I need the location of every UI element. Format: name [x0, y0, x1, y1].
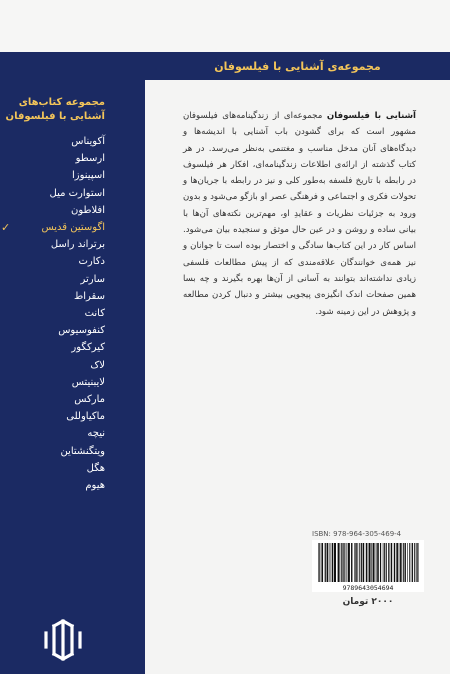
philosopher-name: ویتگنشتاین	[60, 445, 105, 457]
barcode-bar	[380, 543, 381, 582]
philosopher-name: ارسطو	[75, 153, 105, 165]
barcode-bar	[344, 543, 345, 582]
philosopher-list-item	[5, 253, 105, 270]
barcode-bar	[357, 543, 358, 582]
philosopher-list-item	[5, 322, 105, 339]
philosopher-list-item	[5, 339, 105, 356]
philosopher-name: کنفوسیوس	[58, 325, 105, 337]
barcode-bar	[400, 543, 402, 582]
philosopher-name: ماکیاوللی	[66, 411, 105, 423]
barcode-bar	[351, 543, 352, 582]
philosopher-list-item	[5, 185, 105, 202]
barcode-bar	[361, 543, 362, 582]
isbn-label: ISBN: 978-964-305-469-4	[312, 530, 402, 538]
publisher-logo-icon	[40, 617, 86, 663]
barcode-bar	[342, 543, 343, 582]
philosopher-list-item	[5, 236, 105, 253]
philosopher-list-item	[5, 167, 105, 184]
barcode-bar	[377, 543, 379, 582]
philosopher-list-item	[5, 288, 105, 305]
barcode-bar	[338, 543, 340, 582]
barcode-bar	[391, 543, 392, 582]
barcode-bar	[383, 543, 384, 582]
barcode-bar	[369, 543, 371, 582]
barcode-bar	[366, 543, 368, 582]
barcode-bar	[407, 543, 408, 582]
philosopher-list	[1, 133, 105, 494]
barcode-bar	[399, 543, 400, 582]
top-band	[0, 0, 450, 52]
philosopher-name: لاک	[90, 359, 105, 371]
barcode-bar	[417, 543, 418, 582]
philosopher-name: دکارت	[78, 256, 105, 268]
series-title: مجموعه‌ی آشنایی با فیلسوفان	[214, 59, 381, 73]
barcode-bar	[388, 543, 389, 582]
barcode-bar	[329, 543, 330, 582]
barcode-bar	[390, 543, 391, 582]
philosopher-name: کانت	[84, 308, 105, 320]
sidebar-content	[1, 96, 105, 494]
barcode-bar	[341, 543, 342, 582]
philosopher-list-item	[5, 408, 105, 425]
philosopher-name: آکویناس	[71, 136, 105, 147]
barcode-bar	[412, 543, 413, 582]
barcode-bar	[363, 543, 365, 582]
philosopher-list-item	[5, 271, 105, 288]
philosopher-name: هیوم	[85, 480, 105, 492]
barcode-bar	[384, 543, 385, 582]
barcode-bar	[334, 543, 336, 582]
sidebar-heading-line-1: مجموعه کتاب‌های	[18, 97, 105, 108]
barcode-bar	[331, 543, 332, 582]
barcode-bar	[416, 543, 417, 582]
philosopher-name: افلاطون	[71, 204, 105, 216]
sidebar-heading-line-2: آشنایی با فیلسوفان	[5, 111, 105, 122]
philosopher-list-item	[5, 425, 105, 442]
philosopher-list-item	[5, 391, 105, 408]
barcode-bar	[405, 543, 406, 582]
description-lead: آشنایی با فیلسوفان	[326, 111, 416, 121]
barcode-bar	[414, 543, 415, 582]
checkmark-icon: ✓	[1, 221, 11, 235]
series-sidebar	[0, 52, 145, 674]
barcode-bar	[319, 543, 320, 582]
barcode-bar	[321, 543, 323, 582]
philosopher-list-item	[5, 477, 105, 494]
barcode-bar	[411, 543, 412, 582]
series-title-bar	[145, 52, 450, 80]
barcode-bar	[396, 543, 398, 582]
philosopher-list-item	[5, 357, 105, 374]
philosopher-list-item	[5, 202, 105, 219]
barcode-bar	[347, 543, 348, 582]
barcode-bar	[327, 543, 329, 582]
philosopher-name: سارتر	[80, 273, 105, 285]
philosopher-name: کیرکگور	[71, 342, 105, 354]
philosopher-name: اگوستین قدیس	[41, 222, 105, 234]
description-paragraph	[183, 108, 416, 320]
philosopher-list-item	[5, 460, 105, 477]
philosopher-list-item	[5, 443, 105, 460]
philosopher-name: نیچه	[87, 428, 105, 440]
barcode-bar	[394, 543, 395, 582]
philosopher-name: مارکس	[74, 394, 105, 406]
barcode-bar	[325, 543, 326, 582]
barcode	[312, 540, 424, 592]
philosopher-list-item	[5, 150, 105, 167]
philosopher-name: استوارت میل	[49, 187, 105, 199]
philosopher-list-item	[5, 374, 105, 391]
price-label: ۲۰۰۰ تومان	[342, 597, 394, 607]
barcode-bar	[373, 543, 375, 582]
barcode-bar	[403, 543, 404, 582]
philosopher-list-item	[5, 133, 105, 150]
sidebar-heading	[5, 96, 105, 124]
philosopher-name: سقراط	[74, 290, 105, 302]
philosopher-name: لایبنیتس	[71, 376, 105, 388]
barcode-bar	[359, 543, 360, 582]
barcode-bar	[332, 543, 333, 582]
philosopher-name: برتراند راسل	[50, 239, 105, 251]
philosopher-name: اسپینوزا	[72, 170, 105, 182]
barcode-bar	[371, 543, 372, 582]
philosopher-list-item	[1, 219, 105, 236]
philosopher-list-item	[5, 305, 105, 322]
description-text: مجموعه‌ای از زندگینامه‌های فیلسوفان مشهور است که برای گشودن باب آشنایی با اندیشه‌ها و دیدگاه‌های آنان مدخل مناسب و مغتنمی به‌نظر می‌رسد. در هر کتاب گذشته از ارائه‌ی اطلاعات زندگینامه‌ای، افکار هر فیلسوف در رابطه با تاریخ فلسفه به‌طور کلی و نیز در رابطه با جریان‌ها و تحولات فکری و اجتماعی و فرهنگی عصر او بازگو می‌شود و بدون ورود به جزئیات نظریات و عقایدِ او، مهم‌ترین نکته‌های آن‌ها با بیانی ساده و روشن و در عین حال موثق و سنجیده بیان می‌شود. اساس کار در این کتاب‌ها سادگی و اختصار بوده است تا جوانان و نیز همه‌ی خوانندگان علاقه‌مندی که از پیش مطالعات فلسفی زیادی نداشته‌اند بتوانند به آسانی از آن‌ها بهره بگیرند و چه بسا همین صفحات اندک انگیزه‌ی پیجویی بیشتر و دنبال کردن مطالعه و پژوهش در این زمینه شود.	[183, 111, 416, 317]
barcode-bar	[386, 543, 387, 582]
barcode-bar	[376, 543, 377, 582]
barcode-bar	[355, 543, 356, 582]
philosopher-name: هگل	[86, 462, 105, 474]
barcode-bar	[354, 543, 355, 582]
barcode-bar	[348, 543, 350, 582]
barcode-bar	[318, 543, 319, 582]
barcode-number: 9789643054694	[342, 584, 394, 592]
barcode-bar	[409, 543, 410, 582]
